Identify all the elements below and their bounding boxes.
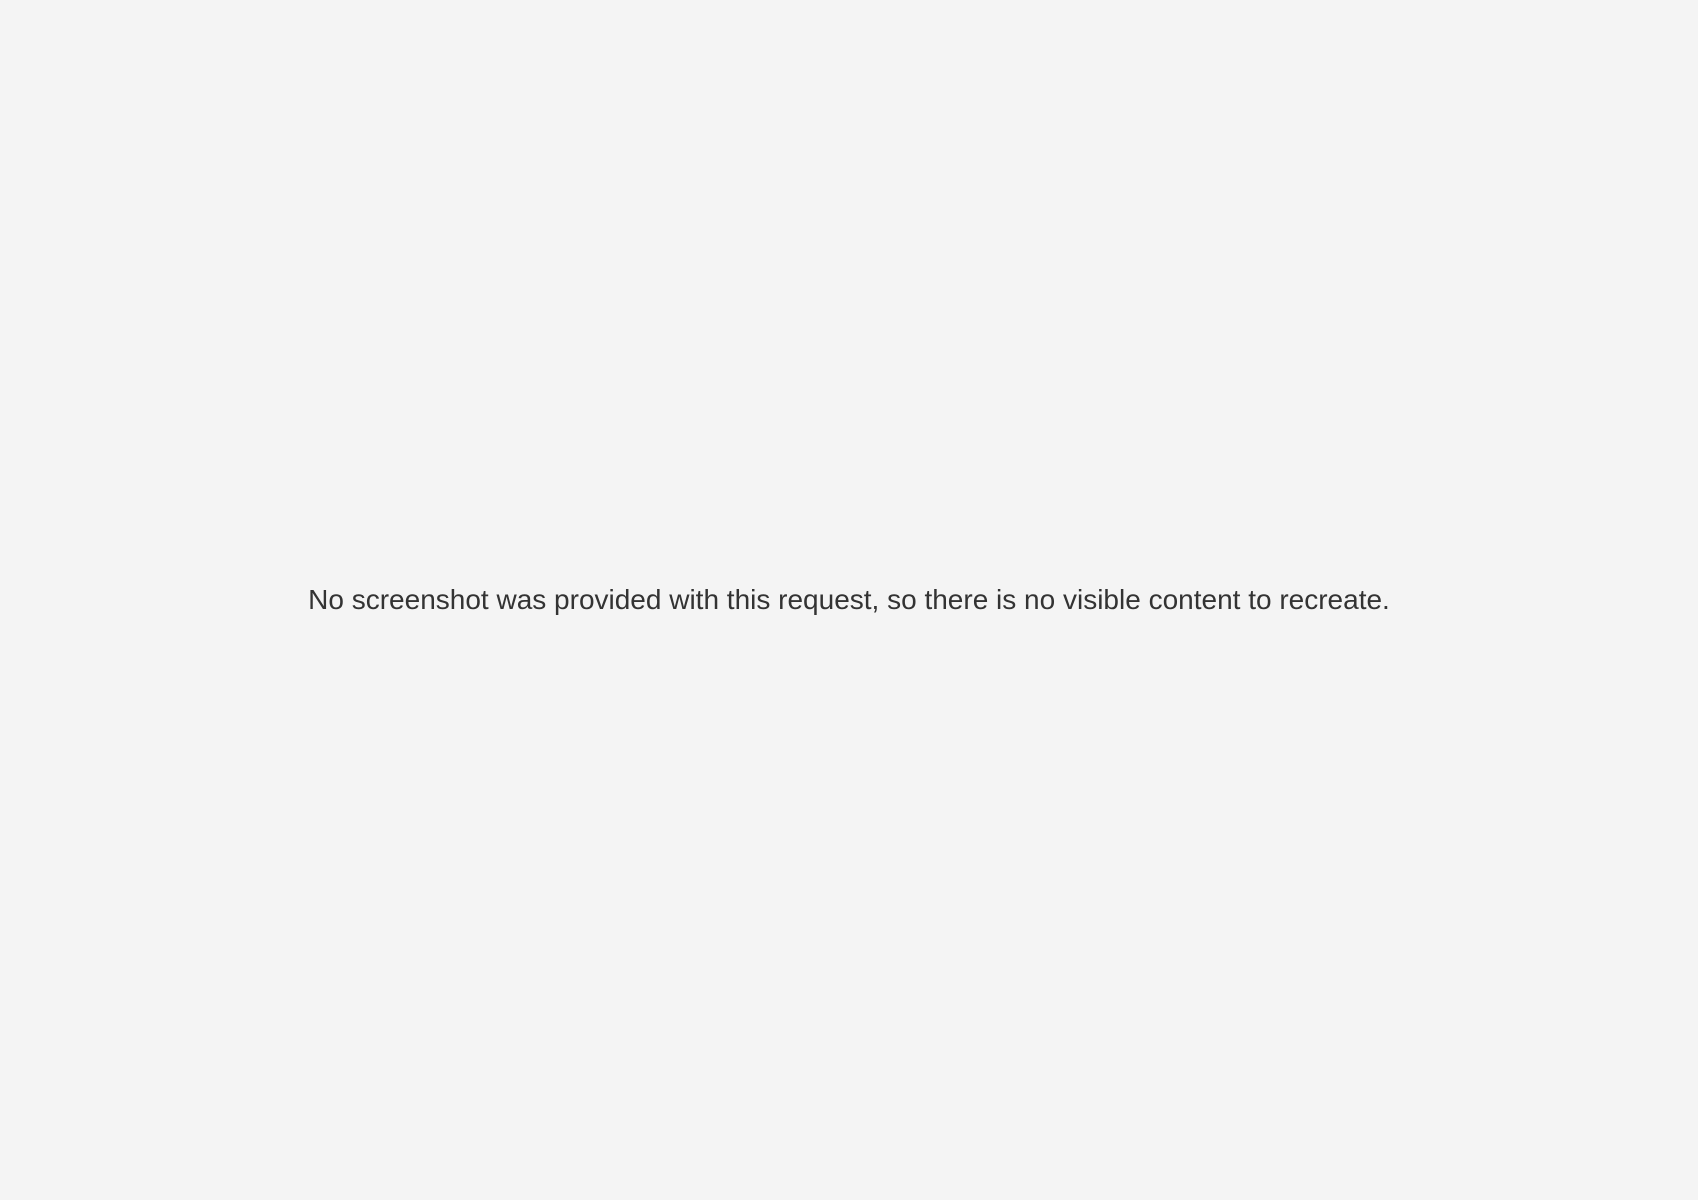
missing-screenshot-notice: No screenshot was provided with this request, so there is no visible content to recreate.: [308, 584, 1390, 616]
